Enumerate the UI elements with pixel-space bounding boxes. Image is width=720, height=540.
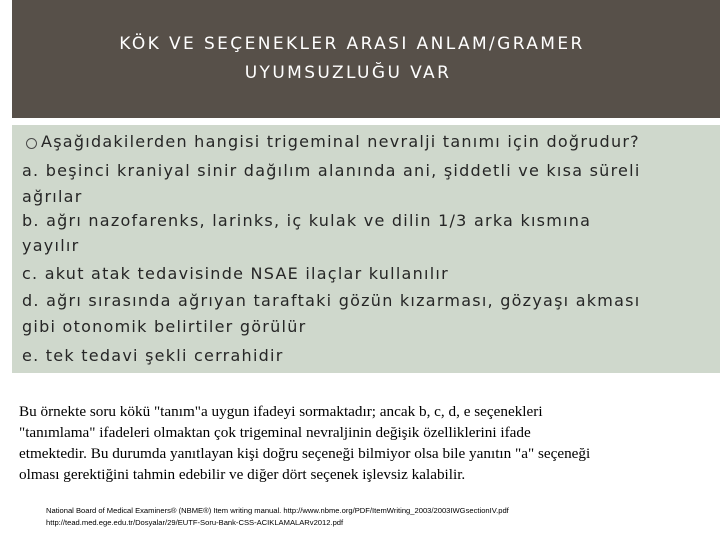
explanation-line: olması gerektiğini tahmin edebilir ve diğer dört seçenek işlevsiz kalabilir.	[19, 466, 466, 483]
option-d-line-1: d. ağrı sırasında ağrıyan taraftaki gözün kızarması, gözyaşı akması	[22, 291, 641, 310]
slide-title-banner	[12, 0, 720, 118]
question-stem: Aşağıdakilerden hangisi trigeminal nevralji tanımı için doğrudur?	[41, 132, 640, 151]
option-a-line-2: ağrılar	[22, 187, 83, 206]
explanation-line: etmektedir. Bu durumda yanıtlayan kişi doğru seçeneği bilmiyor olsa bile yanıtın "a" seçeneği	[19, 445, 591, 462]
option-e: e. tek tedavi şekli cerrahidir	[22, 346, 284, 365]
reference-line: National Board of Medical Examiners® (NBME®) Item writing manual. http://www.nbme.org/PDF/ItemWriting_2003/2003IWGsectionIV.pdf	[46, 506, 509, 515]
explanation-line: Bu örnekte soru kökü "tanım"a uygun ifadeyi sormaktadır; ancak b, c, d, e seçenekleri	[19, 403, 543, 420]
option-b-line-1: b. ağrı nazofarenks, larinks, iç kulak ve dilin 1/3 arka kısmına	[22, 211, 592, 230]
option-d-line-2: gibi otonomik belirtiler görülür	[22, 317, 307, 336]
reference-line: http://tead.med.ege.edu.tr/Dosyalar/29/EUTF-Soru-Bank-CSS-ACIKLAMALARv2012.pdf	[46, 518, 344, 527]
references	[46, 505, 509, 529]
explanation-line: "tanımlama" ifadeleri olmaktan çok trigeminal nevraljinin değişik özelliklerini ifade	[19, 424, 531, 441]
slide-title-line-2: UYUMSUZLUĞU VAR	[244, 63, 452, 83]
explanation-paragraph	[19, 401, 709, 485]
slide-title-line-1: KÖK VE SEÇENEKLER ARASI ANLAM/GRAMER	[119, 34, 585, 54]
circle-outline-icon	[26, 138, 37, 149]
question-box	[12, 125, 720, 373]
option-a-line-1: a. beşinci kraniyal sinir dağılım alanında ani, şiddetli ve kısa süreli	[22, 161, 641, 180]
option-b-line-2: yayılır	[22, 236, 80, 255]
option-c: c. akut atak tedavisinde NSAE ilaçlar kullanılır	[22, 264, 449, 283]
